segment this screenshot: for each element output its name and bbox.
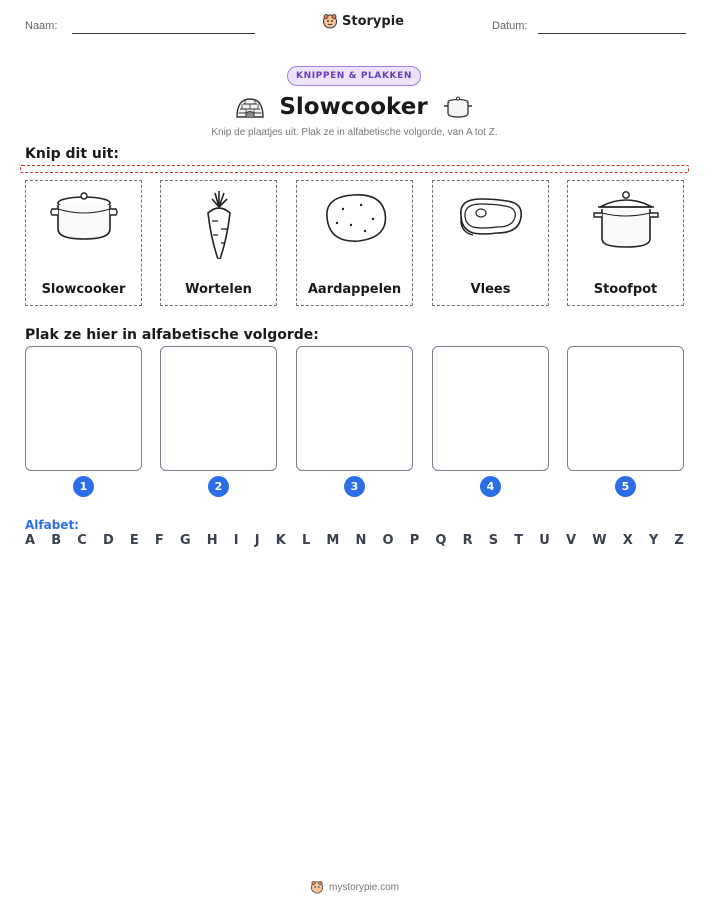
igloo-icon bbox=[235, 95, 265, 119]
alphabet-letter: R bbox=[462, 533, 473, 548]
paste-slot-2[interactable] bbox=[160, 346, 277, 471]
potato-icon bbox=[315, 189, 395, 249]
alphabet-letter: J bbox=[254, 533, 260, 548]
cut-line bbox=[20, 165, 689, 173]
name-label: Naam: bbox=[25, 20, 58, 32]
alphabet-letter: U bbox=[539, 533, 550, 548]
alphabet-letter: K bbox=[275, 533, 286, 548]
storypie-mascot-icon bbox=[310, 880, 324, 894]
alphabet-letter: M bbox=[326, 533, 340, 548]
card-label: Slowcooker bbox=[41, 282, 126, 297]
alphabet-letter: E bbox=[129, 533, 139, 548]
alphabet-letter: W bbox=[592, 533, 607, 548]
card-label: Aardappelen bbox=[307, 282, 402, 297]
card-label: Stoofpot bbox=[593, 282, 658, 297]
slow-cooker-icon bbox=[44, 189, 124, 249]
cut-card-aardappelen[interactable] bbox=[296, 180, 413, 306]
paste-slot-1[interactable] bbox=[25, 346, 142, 471]
name-line bbox=[72, 33, 255, 34]
paste-slot-5[interactable] bbox=[567, 346, 684, 471]
paste-slot-3[interactable] bbox=[296, 346, 413, 471]
steak-icon bbox=[451, 189, 531, 249]
footer-site[interactable]: mystorypie.com bbox=[328, 881, 399, 893]
date-line bbox=[538, 33, 686, 34]
carrot-icon bbox=[179, 189, 259, 259]
alphabet-letter: C bbox=[77, 533, 87, 548]
alphabet-letter: Q bbox=[435, 533, 447, 548]
slot-number-1: 1 bbox=[73, 476, 94, 497]
alphabet-letter: L bbox=[301, 533, 311, 548]
alphabet-row bbox=[25, 533, 684, 548]
title-text: Slowcooker bbox=[279, 94, 428, 120]
brand-name: Storypie bbox=[342, 13, 404, 29]
alphabet-label: Alfabet: bbox=[25, 518, 79, 532]
cut-card-stoofpot[interactable] bbox=[567, 180, 684, 306]
alphabet-letter: T bbox=[514, 533, 524, 548]
brand-logo bbox=[322, 13, 404, 29]
footer bbox=[0, 880, 709, 894]
alphabet-letter: P bbox=[409, 533, 420, 548]
alphabet-letter: A bbox=[25, 533, 36, 548]
instructions: Knip de plaatjes uit. Plak ze in alfabetische volgorde, van A tot Z. bbox=[211, 127, 498, 138]
alphabet-letter: F bbox=[154, 533, 164, 548]
alphabet-letter: X bbox=[622, 533, 633, 548]
slot-number-3: 3 bbox=[344, 476, 365, 497]
alphabet-letter: B bbox=[51, 533, 62, 548]
alphabet-letter: G bbox=[179, 533, 191, 548]
alphabet-letter: O bbox=[382, 533, 394, 548]
alphabet-letter: I bbox=[233, 533, 239, 548]
cut-card-slowcooker[interactable] bbox=[25, 180, 142, 306]
paste-slot-4[interactable] bbox=[432, 346, 549, 471]
alphabet-letter: Z bbox=[674, 533, 684, 548]
alphabet-letter: N bbox=[355, 533, 367, 548]
alphabet-letter: D bbox=[102, 533, 114, 548]
pot-icon bbox=[442, 95, 474, 119]
page-title bbox=[200, 90, 509, 124]
paste-heading: Plak ze hier in alfabetische volgorde: bbox=[25, 327, 319, 343]
cut-heading: Knip dit uit: bbox=[25, 146, 119, 162]
slot-number-5: 5 bbox=[615, 476, 636, 497]
alphabet-letter: H bbox=[206, 533, 218, 548]
alphabet-letter: S bbox=[488, 533, 499, 548]
slot-number-4: 4 bbox=[480, 476, 501, 497]
slot-number-2: 2 bbox=[208, 476, 229, 497]
cut-card-wortelen[interactable] bbox=[160, 180, 277, 306]
alphabet-letter: V bbox=[566, 533, 577, 548]
cut-card-vlees[interactable] bbox=[432, 180, 549, 306]
alphabet-letter: Y bbox=[648, 533, 659, 548]
card-label: Vlees bbox=[470, 282, 511, 297]
activity-badge: KNIPPEN & PLAKKEN bbox=[287, 66, 421, 86]
stock-pot-icon bbox=[586, 189, 666, 251]
card-label: Wortelen bbox=[185, 282, 252, 297]
date-label: Datum: bbox=[492, 20, 528, 32]
storypie-mascot-icon bbox=[322, 13, 338, 29]
